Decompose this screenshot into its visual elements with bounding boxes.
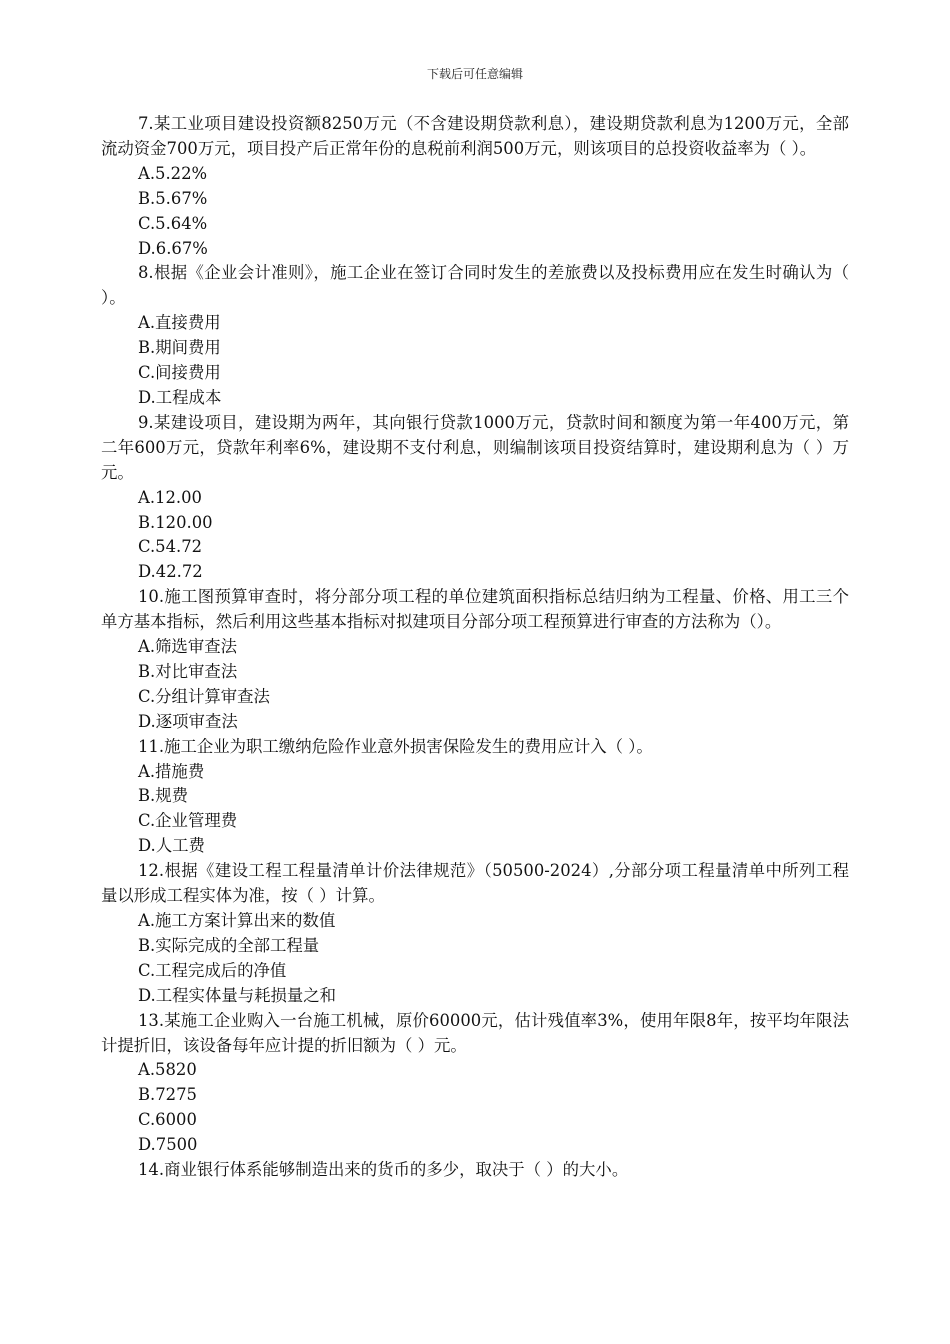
answer-option: C.5.64% — [138, 213, 208, 233]
answer-option: A.5820 — [138, 1060, 197, 1080]
question-stem: 10.施工图预算审查时，将分部分项工程的单位建筑面积指标总结归纳为工程量、价格、用工三个单方基本指标，然后利用这些基本指标对拟建项目分部分项工程预算进行审查的方法称为（）。 — [101, 587, 849, 632]
answer-option: D.6.67% — [138, 238, 208, 258]
answer-option: C.间接费用 — [138, 363, 221, 383]
answer-option: B.期间费用 — [138, 338, 221, 358]
question-stem: 14.商业银行体系能够制造出来的货币的多少，取决于（ ）的大小。 — [138, 1160, 629, 1180]
page-header: 下载后可任意编辑 — [426, 67, 523, 81]
answer-option: D.7500 — [138, 1135, 198, 1155]
answer-option: A.措施费 — [138, 761, 205, 781]
answer-option: B.规费 — [138, 786, 189, 806]
answer-option: D.逐项审查法 — [138, 711, 238, 731]
answer-option: D.工程实体量与耗损量之和 — [138, 985, 337, 1005]
answer-option: A.5.22% — [138, 163, 208, 183]
answer-option: A.施工方案计算出来的数值 — [138, 911, 336, 930]
answer-option: A.12.00 — [138, 487, 202, 507]
answer-option: C.54.72 — [138, 537, 203, 557]
answer-option: C.分组计算审查法 — [138, 686, 270, 706]
document-body — [101, 112, 849, 1183]
question-stem: 11.施工企业为职工缴纳危险作业意外损害保险发生的费用应计入（ ）。 — [138, 736, 653, 756]
question-stem: 12.根据《建设工程工程量清单计价法律规范》（50500-2024）,分部分项工程量清单中所列工程量以形成工程实体为准，按（ ）计算。 — [101, 861, 849, 906]
question-stem: 13.某施工企业购入一台施工机械，原价60000元，估计残值率3%，使用年限8年，按平均年限法计提折旧，该设备每年应计提的折旧额为（ ）元。 — [101, 1010, 849, 1055]
answer-option: B.5.67% — [138, 188, 208, 208]
answer-option: B.7275 — [138, 1085, 197, 1105]
answer-option: D.42.72 — [138, 562, 203, 582]
question-stem: 9.某建设项目，建设期为两年，其向银行贷款1000万元，贷款时间和额度为第一年400万元，第二年600万元，贷款年利率6%，建设期不支付利息，则编制该项目投资结算时，建设期利息为（ ）万元。 — [101, 412, 849, 482]
answer-option: B.对比审查法 — [138, 661, 238, 681]
answer-option: D.人工费 — [138, 836, 205, 856]
answer-option: C.工程完成后的净值 — [138, 960, 287, 980]
answer-option: B.实际完成的全部工程量 — [138, 935, 320, 955]
answer-option: C.6000 — [138, 1110, 197, 1130]
answer-option: A.筛选审查法 — [138, 637, 237, 657]
answer-option: D.工程成本 — [138, 387, 222, 407]
question-stem: 8.根据《企业会计准则》，施工企业在签订合同时发生的差旅费以及投标费用应在发生时确认为（ ）。 — [101, 263, 849, 308]
answer-option: B.120.00 — [138, 512, 213, 532]
question-stem: 7.某工业项目建设投资额8250万元（不含建设期贷款利息），建设期贷款利息为1200万元，全部流动资金700万元，项目投产后正常年份的息税前利润500万元，则该项目的总投资收益率为（ ）。 — [101, 114, 849, 158]
answer-option: C.企业管理费 — [138, 811, 238, 831]
answer-option: A.直接费用 — [138, 313, 221, 333]
